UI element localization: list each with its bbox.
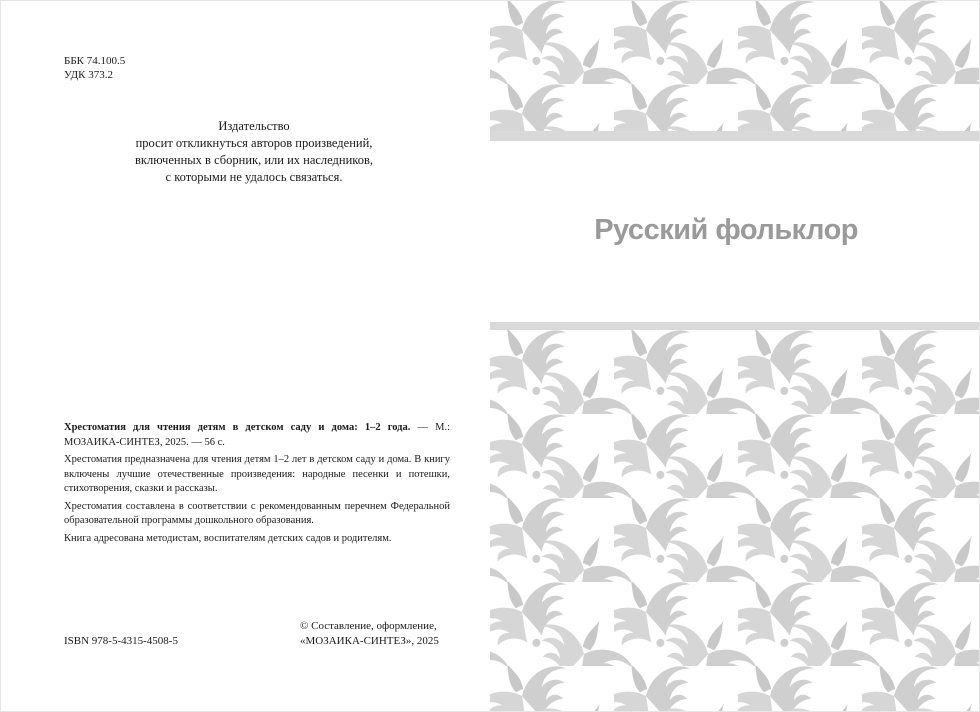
classification-codes — [64, 54, 125, 82]
damask-ornament-bottom — [490, 330, 980, 712]
book-title: Русский фольклор — [594, 214, 858, 246]
udk-code: УДК 373.2 — [64, 69, 114, 81]
notice-line: Издательство — [218, 119, 290, 133]
notice-line: включенных в сборник, или их наследников, — [134, 153, 374, 167]
annotation-paragraph: Хрестоматия составлена в соответствии с рекомендованным перечнем Федеральной образовательной программы дошкольного образования. — [64, 500, 450, 526]
bbk-code: ББК 74.100.5 — [64, 55, 126, 67]
annotation-citation — [64, 421, 450, 450]
annotation-paragraph: Хрестоматия предназначена для чтения детям 1–2 лет в детском саду и дома. В книгу включены лучшие отечественные произведения: народные песенки и потешки, стихотворения, сказки и рассказы. — [64, 454, 450, 494]
publisher-notice — [64, 118, 444, 186]
copyright-line: «МОЗАИКА-СИНТЕЗ», 2025 — [300, 635, 439, 647]
notice-line: с которыми не удалось связаться. — [165, 170, 343, 184]
isbn: ISBN 978-5-4315-4508-5 — [64, 635, 178, 647]
annotation-paragraph: Книга адресована методистам, воспитателям детских садов и родителям. — [64, 532, 392, 544]
decorative-band-top — [490, 131, 980, 141]
book-annotation — [64, 421, 450, 549]
damask-ornament-top — [490, 0, 980, 132]
title-page — [490, 0, 980, 712]
annotation-imprint: — М.: МОЗАИКА-СИНТЕЗ, 2025. — 56 с. — [64, 422, 450, 448]
copyright-notice — [300, 619, 439, 649]
copyright-line: © Составление, оформление, — [300, 620, 437, 632]
annotation-title: Хрестоматия для чтения детям в детском саду и дома: 1–2 года. — [64, 422, 411, 433]
notice-line: просит откликнуться авторов произведений, — [135, 136, 373, 150]
